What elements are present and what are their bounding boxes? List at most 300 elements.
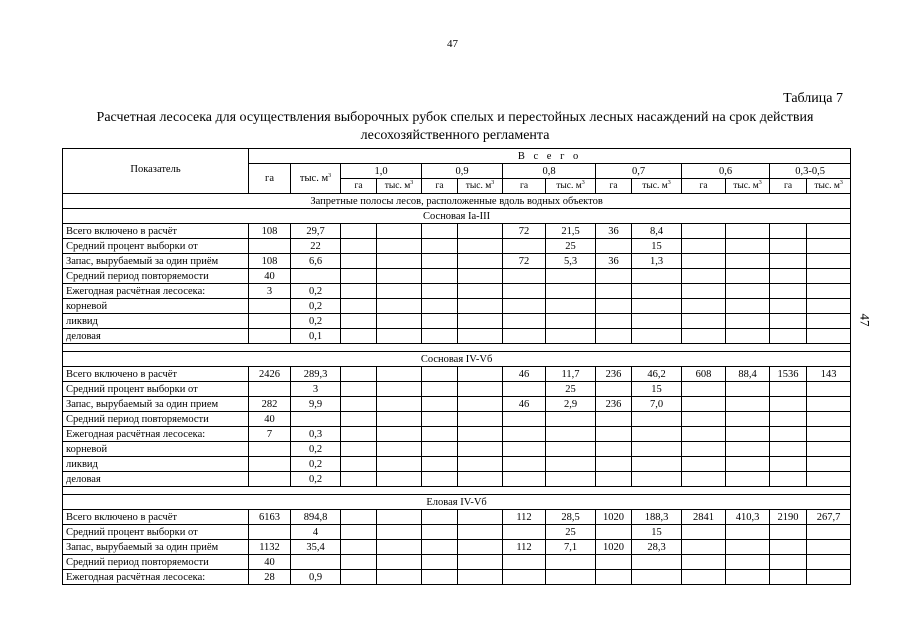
table-cell bbox=[546, 269, 596, 284]
table-cell bbox=[546, 457, 596, 472]
table-cell bbox=[726, 412, 770, 427]
table-cell bbox=[726, 397, 770, 412]
row-label: Средний процент выборки от bbox=[63, 525, 249, 540]
table-cell bbox=[503, 457, 546, 472]
table-cell bbox=[770, 224, 807, 239]
table-cell bbox=[546, 299, 596, 314]
table-cell bbox=[377, 224, 422, 239]
table-cell bbox=[341, 472, 377, 487]
header-group-4: 0,6 bbox=[682, 164, 770, 179]
header-indicator: Показатель bbox=[63, 149, 249, 194]
table-cell bbox=[726, 382, 770, 397]
table-cell bbox=[249, 239, 291, 254]
table-cell: 1020 bbox=[596, 510, 632, 525]
header-total: В с е г о bbox=[249, 149, 851, 164]
table-cell bbox=[682, 269, 726, 284]
table-cell bbox=[726, 314, 770, 329]
table-cell: 11,7 bbox=[546, 367, 596, 382]
table-cell bbox=[503, 284, 546, 299]
row-label: Средний период повторяемости bbox=[63, 412, 249, 427]
table-cell bbox=[377, 284, 422, 299]
table-cell bbox=[546, 314, 596, 329]
table-cell bbox=[770, 525, 807, 540]
table-cell bbox=[770, 269, 807, 284]
row-label: Средний период повторяемости bbox=[63, 269, 249, 284]
table-cell bbox=[503, 472, 546, 487]
table-cell bbox=[422, 329, 458, 344]
table-cell bbox=[596, 555, 632, 570]
table-cell bbox=[377, 367, 422, 382]
table-cell bbox=[770, 540, 807, 555]
table-cell bbox=[341, 540, 377, 555]
header-sub-th-m3: тыс. $м^3$ bbox=[546, 179, 596, 194]
table-cell bbox=[770, 397, 807, 412]
table-cell bbox=[341, 555, 377, 570]
table-cell bbox=[458, 472, 503, 487]
header-sub-ha: га bbox=[770, 179, 807, 194]
table-row bbox=[63, 269, 851, 284]
table-cell bbox=[632, 329, 682, 344]
header-sub-th-m3: тыс. $м^3$ bbox=[632, 179, 682, 194]
table-cell: 0,2 bbox=[291, 472, 341, 487]
table-cell bbox=[422, 224, 458, 239]
table-cell bbox=[458, 367, 503, 382]
table-cell: 267,7 bbox=[807, 510, 851, 525]
table-cell bbox=[422, 254, 458, 269]
table-cell bbox=[807, 299, 851, 314]
table-cell bbox=[546, 329, 596, 344]
table-cell bbox=[807, 412, 851, 427]
table-cell bbox=[422, 525, 458, 540]
table-cell bbox=[422, 427, 458, 442]
page-number-top: 47 bbox=[447, 38, 458, 50]
table-cell: 0,2 bbox=[291, 314, 341, 329]
table-cell: 2,9 bbox=[546, 397, 596, 412]
table-cell bbox=[807, 397, 851, 412]
row-label: Всего включено в расчёт bbox=[63, 367, 249, 382]
table-cell bbox=[682, 382, 726, 397]
table-cell bbox=[377, 540, 422, 555]
table-cell: 22 bbox=[291, 239, 341, 254]
table-cell bbox=[807, 329, 851, 344]
table-cell bbox=[377, 299, 422, 314]
header-sub-ha: га bbox=[503, 179, 546, 194]
table-cell: 4 bbox=[291, 525, 341, 540]
table-cell bbox=[632, 427, 682, 442]
table-cell: 25 bbox=[546, 239, 596, 254]
table-cell: 8,4 bbox=[632, 224, 682, 239]
table-cell bbox=[503, 442, 546, 457]
table-row bbox=[63, 284, 851, 299]
table-cell bbox=[341, 254, 377, 269]
row-label: деловая bbox=[63, 472, 249, 487]
table-cell bbox=[458, 382, 503, 397]
table-cell: 7,0 bbox=[632, 397, 682, 412]
table-cell bbox=[596, 329, 632, 344]
table-title: Расчетная лесосека для осуществления выборочных рубок спелых и перестойных лесных насаждений на срок действия лесохозяйственного регламента bbox=[96, 110, 814, 143]
header-sub-ha: га bbox=[596, 179, 632, 194]
table-cell bbox=[422, 472, 458, 487]
table-cell bbox=[770, 570, 807, 585]
table-row bbox=[63, 329, 851, 344]
table-cell: 6,6 bbox=[291, 254, 341, 269]
table-cell bbox=[632, 570, 682, 585]
table-cell bbox=[377, 457, 422, 472]
table-cell bbox=[458, 555, 503, 570]
header-sub-th-m3: тыс. $м^3$ bbox=[807, 179, 851, 194]
table-cell bbox=[458, 412, 503, 427]
table-cell bbox=[341, 457, 377, 472]
table-cell bbox=[632, 299, 682, 314]
table-cell: 6163 bbox=[249, 510, 291, 525]
table-cell bbox=[632, 472, 682, 487]
table-cell bbox=[807, 382, 851, 397]
forest-cutting-table bbox=[62, 148, 851, 585]
table-cell bbox=[458, 224, 503, 239]
table-cell: 46,2 bbox=[632, 367, 682, 382]
table-cell bbox=[341, 412, 377, 427]
table-cell bbox=[596, 239, 632, 254]
table-cell bbox=[458, 510, 503, 525]
header-sub-th-m3: тыс. $м^3$ bbox=[458, 179, 503, 194]
table-row bbox=[63, 382, 851, 397]
table-cell bbox=[503, 427, 546, 442]
table-cell bbox=[807, 254, 851, 269]
table-cell bbox=[596, 412, 632, 427]
table-cell bbox=[726, 540, 770, 555]
table-cell bbox=[596, 442, 632, 457]
table-cell bbox=[770, 382, 807, 397]
table-cell: 28 bbox=[249, 570, 291, 585]
table-row bbox=[63, 397, 851, 412]
table-cell bbox=[377, 525, 422, 540]
header-group-5: 0,3-0,5 bbox=[770, 164, 851, 179]
table-row bbox=[63, 525, 851, 540]
table-cell bbox=[726, 224, 770, 239]
table-cell bbox=[377, 555, 422, 570]
table-cell bbox=[807, 442, 851, 457]
table-cell bbox=[249, 382, 291, 397]
table-row bbox=[63, 472, 851, 487]
table-cell bbox=[249, 525, 291, 540]
table-cell: 188,3 bbox=[632, 510, 682, 525]
table-cell bbox=[377, 442, 422, 457]
table-cell bbox=[596, 314, 632, 329]
table-cell bbox=[682, 472, 726, 487]
row-label: деловая bbox=[63, 329, 249, 344]
table-cell bbox=[632, 457, 682, 472]
table-cell bbox=[682, 239, 726, 254]
table-cell: 29,7 bbox=[291, 224, 341, 239]
table-cell bbox=[422, 540, 458, 555]
page-number-side: 47 bbox=[857, 313, 873, 327]
table-cell: 40 bbox=[249, 555, 291, 570]
table-cell bbox=[770, 239, 807, 254]
table-cell bbox=[770, 299, 807, 314]
table-cell: 0,2 bbox=[291, 284, 341, 299]
row-label: Ежегодная расчётная лесосека: bbox=[63, 570, 249, 585]
table-cell bbox=[807, 540, 851, 555]
table-cell bbox=[770, 457, 807, 472]
table-cell bbox=[458, 329, 503, 344]
table-cell bbox=[377, 472, 422, 487]
table-cell: 15 bbox=[632, 382, 682, 397]
table-cell bbox=[249, 457, 291, 472]
table-cell bbox=[458, 570, 503, 585]
spacer-row bbox=[63, 487, 851, 495]
header-group-2: 0,8 bbox=[503, 164, 596, 179]
header-ha: га bbox=[249, 164, 291, 194]
table-cell bbox=[291, 412, 341, 427]
section-header: Еловая IV-Vб bbox=[63, 495, 851, 510]
row-label: Запас, вырубаемый за один прием bbox=[63, 397, 249, 412]
table-cell bbox=[807, 239, 851, 254]
table-cell bbox=[341, 269, 377, 284]
table-cell bbox=[682, 314, 726, 329]
table-cell bbox=[546, 284, 596, 299]
table-cell bbox=[503, 239, 546, 254]
table-cell bbox=[726, 299, 770, 314]
table-cell bbox=[807, 570, 851, 585]
table-cell: 108 bbox=[249, 224, 291, 239]
table-cell bbox=[726, 284, 770, 299]
table-cell bbox=[422, 510, 458, 525]
table-cell: 7 bbox=[249, 427, 291, 442]
table-cell: 2190 bbox=[770, 510, 807, 525]
table-cell bbox=[249, 314, 291, 329]
table-cell: 0,9 bbox=[291, 570, 341, 585]
table-cell bbox=[249, 472, 291, 487]
table-cell bbox=[682, 540, 726, 555]
table-cell bbox=[249, 299, 291, 314]
table-cell bbox=[546, 442, 596, 457]
row-label: Средний процент выборки от bbox=[63, 239, 249, 254]
table-cell bbox=[726, 525, 770, 540]
table-cell: 1132 bbox=[249, 540, 291, 555]
table-cell bbox=[770, 254, 807, 269]
table-cell bbox=[596, 284, 632, 299]
table-cell bbox=[596, 570, 632, 585]
table-cell: 1020 bbox=[596, 540, 632, 555]
spacer-row bbox=[63, 344, 851, 352]
table-row bbox=[63, 457, 851, 472]
table-row bbox=[63, 442, 851, 457]
table-cell bbox=[770, 284, 807, 299]
table-cell: 46 bbox=[503, 367, 546, 382]
table-cell bbox=[726, 239, 770, 254]
header-sub-ha: га bbox=[341, 179, 377, 194]
row-label: Всего включено в расчёт bbox=[63, 224, 249, 239]
table-cell bbox=[291, 555, 341, 570]
table-cell bbox=[682, 525, 726, 540]
table-row bbox=[63, 570, 851, 585]
table-cell bbox=[341, 525, 377, 540]
table-cell bbox=[503, 269, 546, 284]
table-cell bbox=[726, 555, 770, 570]
table-cell bbox=[422, 412, 458, 427]
table-cell bbox=[807, 269, 851, 284]
table-cell bbox=[458, 525, 503, 540]
table-cell bbox=[422, 397, 458, 412]
row-label: Запас, вырубаемый за один приём bbox=[63, 254, 249, 269]
table-cell bbox=[458, 299, 503, 314]
table-cell: 0,2 bbox=[291, 442, 341, 457]
table-cell bbox=[807, 314, 851, 329]
table-cell bbox=[807, 472, 851, 487]
table-cell bbox=[377, 239, 422, 254]
table-cell bbox=[503, 314, 546, 329]
table-cell bbox=[546, 570, 596, 585]
table-row bbox=[63, 239, 851, 254]
table-cell: 1,3 bbox=[632, 254, 682, 269]
table-cell bbox=[807, 525, 851, 540]
table-cell: 410,3 bbox=[726, 510, 770, 525]
table-cell bbox=[503, 299, 546, 314]
table-cell bbox=[596, 427, 632, 442]
table-cell bbox=[632, 442, 682, 457]
table-cell bbox=[377, 329, 422, 344]
table-cell: 236 bbox=[596, 397, 632, 412]
table-cell bbox=[341, 314, 377, 329]
row-label: Средний период повторяемости bbox=[63, 555, 249, 570]
table-row bbox=[63, 510, 851, 525]
table-cell bbox=[596, 457, 632, 472]
table-cell bbox=[341, 284, 377, 299]
table-cell: 46 bbox=[503, 397, 546, 412]
table-cell bbox=[770, 314, 807, 329]
row-label: корневой bbox=[63, 442, 249, 457]
table-row bbox=[63, 254, 851, 269]
table-cell bbox=[807, 427, 851, 442]
table-cell: 3 bbox=[291, 382, 341, 397]
table-cell: 35,4 bbox=[291, 540, 341, 555]
table-cell bbox=[422, 442, 458, 457]
table-cell bbox=[682, 284, 726, 299]
table-cell bbox=[682, 412, 726, 427]
table-row bbox=[63, 314, 851, 329]
table-cell bbox=[726, 570, 770, 585]
table-cell bbox=[596, 472, 632, 487]
table-cell bbox=[341, 397, 377, 412]
table-cell bbox=[458, 239, 503, 254]
table-cell: 112 bbox=[503, 510, 546, 525]
table-cell bbox=[341, 299, 377, 314]
table-cell: 40 bbox=[249, 269, 291, 284]
table-cell bbox=[341, 239, 377, 254]
table-cell: 894,8 bbox=[291, 510, 341, 525]
table-cell bbox=[458, 397, 503, 412]
header-sub-ha: га bbox=[682, 179, 726, 194]
forest-category-row: Запретные полосы лесов, расположенные вдоль водных объектов bbox=[63, 194, 851, 209]
table-cell bbox=[682, 570, 726, 585]
table-cell: 0,1 bbox=[291, 329, 341, 344]
table-cell bbox=[503, 525, 546, 540]
table-cell bbox=[807, 284, 851, 299]
header-sub-ha: га bbox=[422, 179, 458, 194]
table-cell bbox=[596, 525, 632, 540]
table-cell bbox=[341, 367, 377, 382]
table-cell: 289,3 bbox=[291, 367, 341, 382]
table-cell bbox=[422, 367, 458, 382]
table-cell: 282 bbox=[249, 397, 291, 412]
table-cell bbox=[458, 427, 503, 442]
table-cell: 2426 bbox=[249, 367, 291, 382]
table-cell: 25 bbox=[546, 525, 596, 540]
table-cell bbox=[632, 284, 682, 299]
table-cell bbox=[546, 555, 596, 570]
table-row bbox=[63, 540, 851, 555]
table-cell bbox=[291, 269, 341, 284]
table-cell bbox=[377, 412, 422, 427]
table-row bbox=[63, 367, 851, 382]
table-cell bbox=[726, 427, 770, 442]
table-cell bbox=[596, 299, 632, 314]
table-cell: 9,9 bbox=[291, 397, 341, 412]
table-cell bbox=[682, 427, 726, 442]
table-cell bbox=[682, 555, 726, 570]
table-cell bbox=[458, 442, 503, 457]
table-cell bbox=[422, 239, 458, 254]
table-cell bbox=[422, 555, 458, 570]
table-row bbox=[63, 224, 851, 239]
table-cell bbox=[377, 269, 422, 284]
table-cell: 28,3 bbox=[632, 540, 682, 555]
table-cell bbox=[377, 314, 422, 329]
table-cell: 5,3 bbox=[546, 254, 596, 269]
table-row bbox=[63, 299, 851, 314]
table-cell bbox=[503, 570, 546, 585]
table-cell bbox=[422, 314, 458, 329]
header-sub-th-m3: тыс. $м^3$ bbox=[726, 179, 770, 194]
section-header: Сосновая IV-Vб bbox=[63, 352, 851, 367]
table-cell: 36 bbox=[596, 254, 632, 269]
table-cell: 25 bbox=[546, 382, 596, 397]
table-cell bbox=[422, 269, 458, 284]
table-row bbox=[63, 555, 851, 570]
table-cell bbox=[341, 442, 377, 457]
table-cell bbox=[341, 570, 377, 585]
table-cell bbox=[596, 269, 632, 284]
table-cell bbox=[422, 382, 458, 397]
row-label: Средний процент выборки от bbox=[63, 382, 249, 397]
table-cell bbox=[249, 329, 291, 344]
table-cell bbox=[422, 457, 458, 472]
table-cell: 15 bbox=[632, 239, 682, 254]
table-cell bbox=[770, 555, 807, 570]
table-cell: 0,2 bbox=[291, 299, 341, 314]
table-cell: 608 bbox=[682, 367, 726, 382]
table-cell bbox=[249, 442, 291, 457]
table-cell bbox=[503, 412, 546, 427]
table-cell bbox=[377, 510, 422, 525]
table-cell bbox=[341, 510, 377, 525]
header-group-3: 0,7 bbox=[596, 164, 682, 179]
table-cell bbox=[682, 457, 726, 472]
table-cell: 143 bbox=[807, 367, 851, 382]
row-label: ликвид bbox=[63, 314, 249, 329]
table-cell bbox=[770, 412, 807, 427]
table-cell: 21,5 bbox=[546, 224, 596, 239]
table-label: Таблица 7 bbox=[783, 91, 843, 106]
table-cell bbox=[341, 382, 377, 397]
table-cell bbox=[632, 555, 682, 570]
table-cell bbox=[377, 427, 422, 442]
table-cell bbox=[458, 254, 503, 269]
table-cell bbox=[377, 570, 422, 585]
table-cell: 0,3 bbox=[291, 427, 341, 442]
table-cell bbox=[682, 224, 726, 239]
table-cell: 15 bbox=[632, 525, 682, 540]
